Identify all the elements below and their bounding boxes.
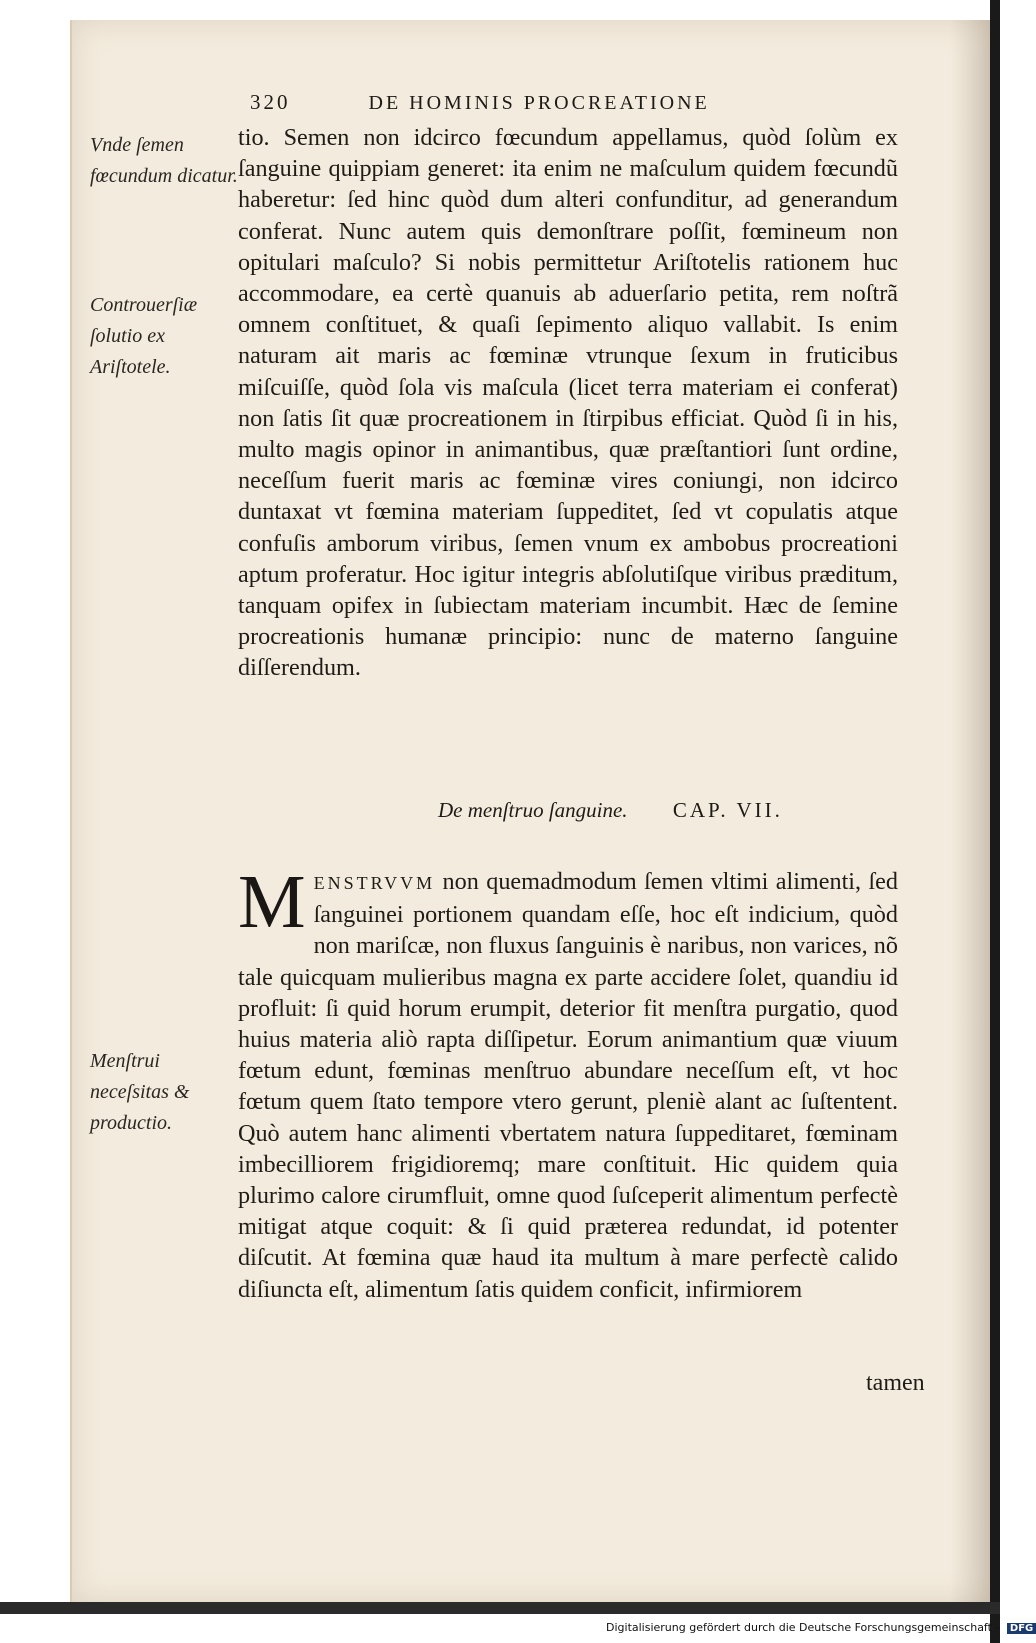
incipit-smallcaps: ENSTRVVM — [313, 873, 436, 893]
body-paragraph-2 — [238, 860, 898, 1305]
chapter-title: De menſtruo ſanguine. — [438, 798, 628, 822]
running-head — [250, 90, 890, 115]
drop-capital: M — [238, 860, 306, 944]
folio-number: 320 — [250, 90, 291, 114]
running-head-title: DE HOMINIS PROCREATIONE — [368, 92, 710, 114]
dfg-logo-badge: DFG — [1007, 1623, 1036, 1634]
paragraph-1-text: tio. Semen non idcirco fœcundum appellamus, quòd ſolùm ex ſanguine quippiam generet: ita enim ne maſculum quidem fœcundũ haberetur: ſed hinc quòd dum alteri confunditur, ad generandum conferat. Nunc autem quis demonſtrare poſſit, fœmineum non opitulari maſculo? Si nobis permittetur Ariſtotelis rationem huc accommodare, ea certè quanuis ab aduerſario petita, rem noſtrã omnem conſtituet, & quaſi ſepimento aliquo vallabit. Is enim naturam ait maris ac fœminæ vtrunque ſexum in fruticibus miſcuiſſe, quòd ſola vis maſcula (licet terra materiam ei conferat) non ſatis ſit quæ procreationem in ſtirpibus efficiat. Quòd ſi in his, multo magis opinor in animantibus, quæ præſtantiori ſunt ordine, neceſſum fuerit maris ac fœminæ vires coniungi, non idcirco duntaxat vt fœmina materiam ſuppeditet, ſed vt copulatis atque confuſis amborum viribus, ſemen vnum ex ambobus procreationi aptum proferatur. Hoc igitur integris abſolutiſque viribus præditum, tanquam opifex in ſubiectam materiam incumbit. Hæc de ſemine procreationis humanæ principio: nunc de materno ſanguine diſſerendum. — [238, 124, 898, 682]
page-gutter-shadow — [950, 20, 990, 1602]
marginal-note-2: Controuerſiæ ſolutio ex Ariſtotele. — [90, 294, 198, 378]
credit-text: Digitalisierung gefördert durch die Deutsche Forschungsgemeinschaft - — [606, 1621, 1000, 1634]
catchword: tamen — [866, 1370, 925, 1396]
paragraph-2-text: non quemadmodum ſemen vltimi alimenti, ſed ſanguinei portionem quandam eſſe, hoc eſt indicium, quòd non mariſcæ, non fluxus ſanguinis è naribus, non varices, nõ tale quicquam mulieribus magna ex parte accidere ſolet, quandiu id profluit: ſi quid horum erumpit, deterior fit menſtra purgatio, quod huius materia aliò rapta diſſipetur. Eorum animantium quæ viuum fœtum edunt, fœminas menſtruo abundare neceſſum eſt, vt hoc fœtum quem ſtato tempore vtero gerunt, pleniè alant ac ſuſtentent. Quò autem hanc alimenti vbertatem natura ſuppeditaret, fœminam imbecilliorem frigidioremq; mare conſtituit. Hic quidem quia plurimo calore cirumfluit, omne quod ſuſceperit alimentum perfectè mitigat atque coquit: & ſi quid prætereа redundat, id potenter diſcutit. At fœmina quæ haud ita multum à mare perfectè calido diſiuncta eſt, alimentum ſatis quidem conficit, infirmiorem — [238, 868, 898, 1303]
marginal-note-1: Vnde ſemen fœcundum dicatur. — [90, 134, 238, 187]
body-paragraph-1 — [238, 122, 898, 684]
digitization-credit — [606, 1621, 1036, 1634]
chapter-number: CAP. VII. — [672, 798, 783, 822]
book-edge-right — [990, 0, 1000, 1643]
chapter-heading — [438, 798, 858, 823]
marginal-note-3: Menſtrui neceſsitas & productio. — [90, 1050, 190, 1134]
book-edge-bottom — [0, 1602, 1000, 1614]
